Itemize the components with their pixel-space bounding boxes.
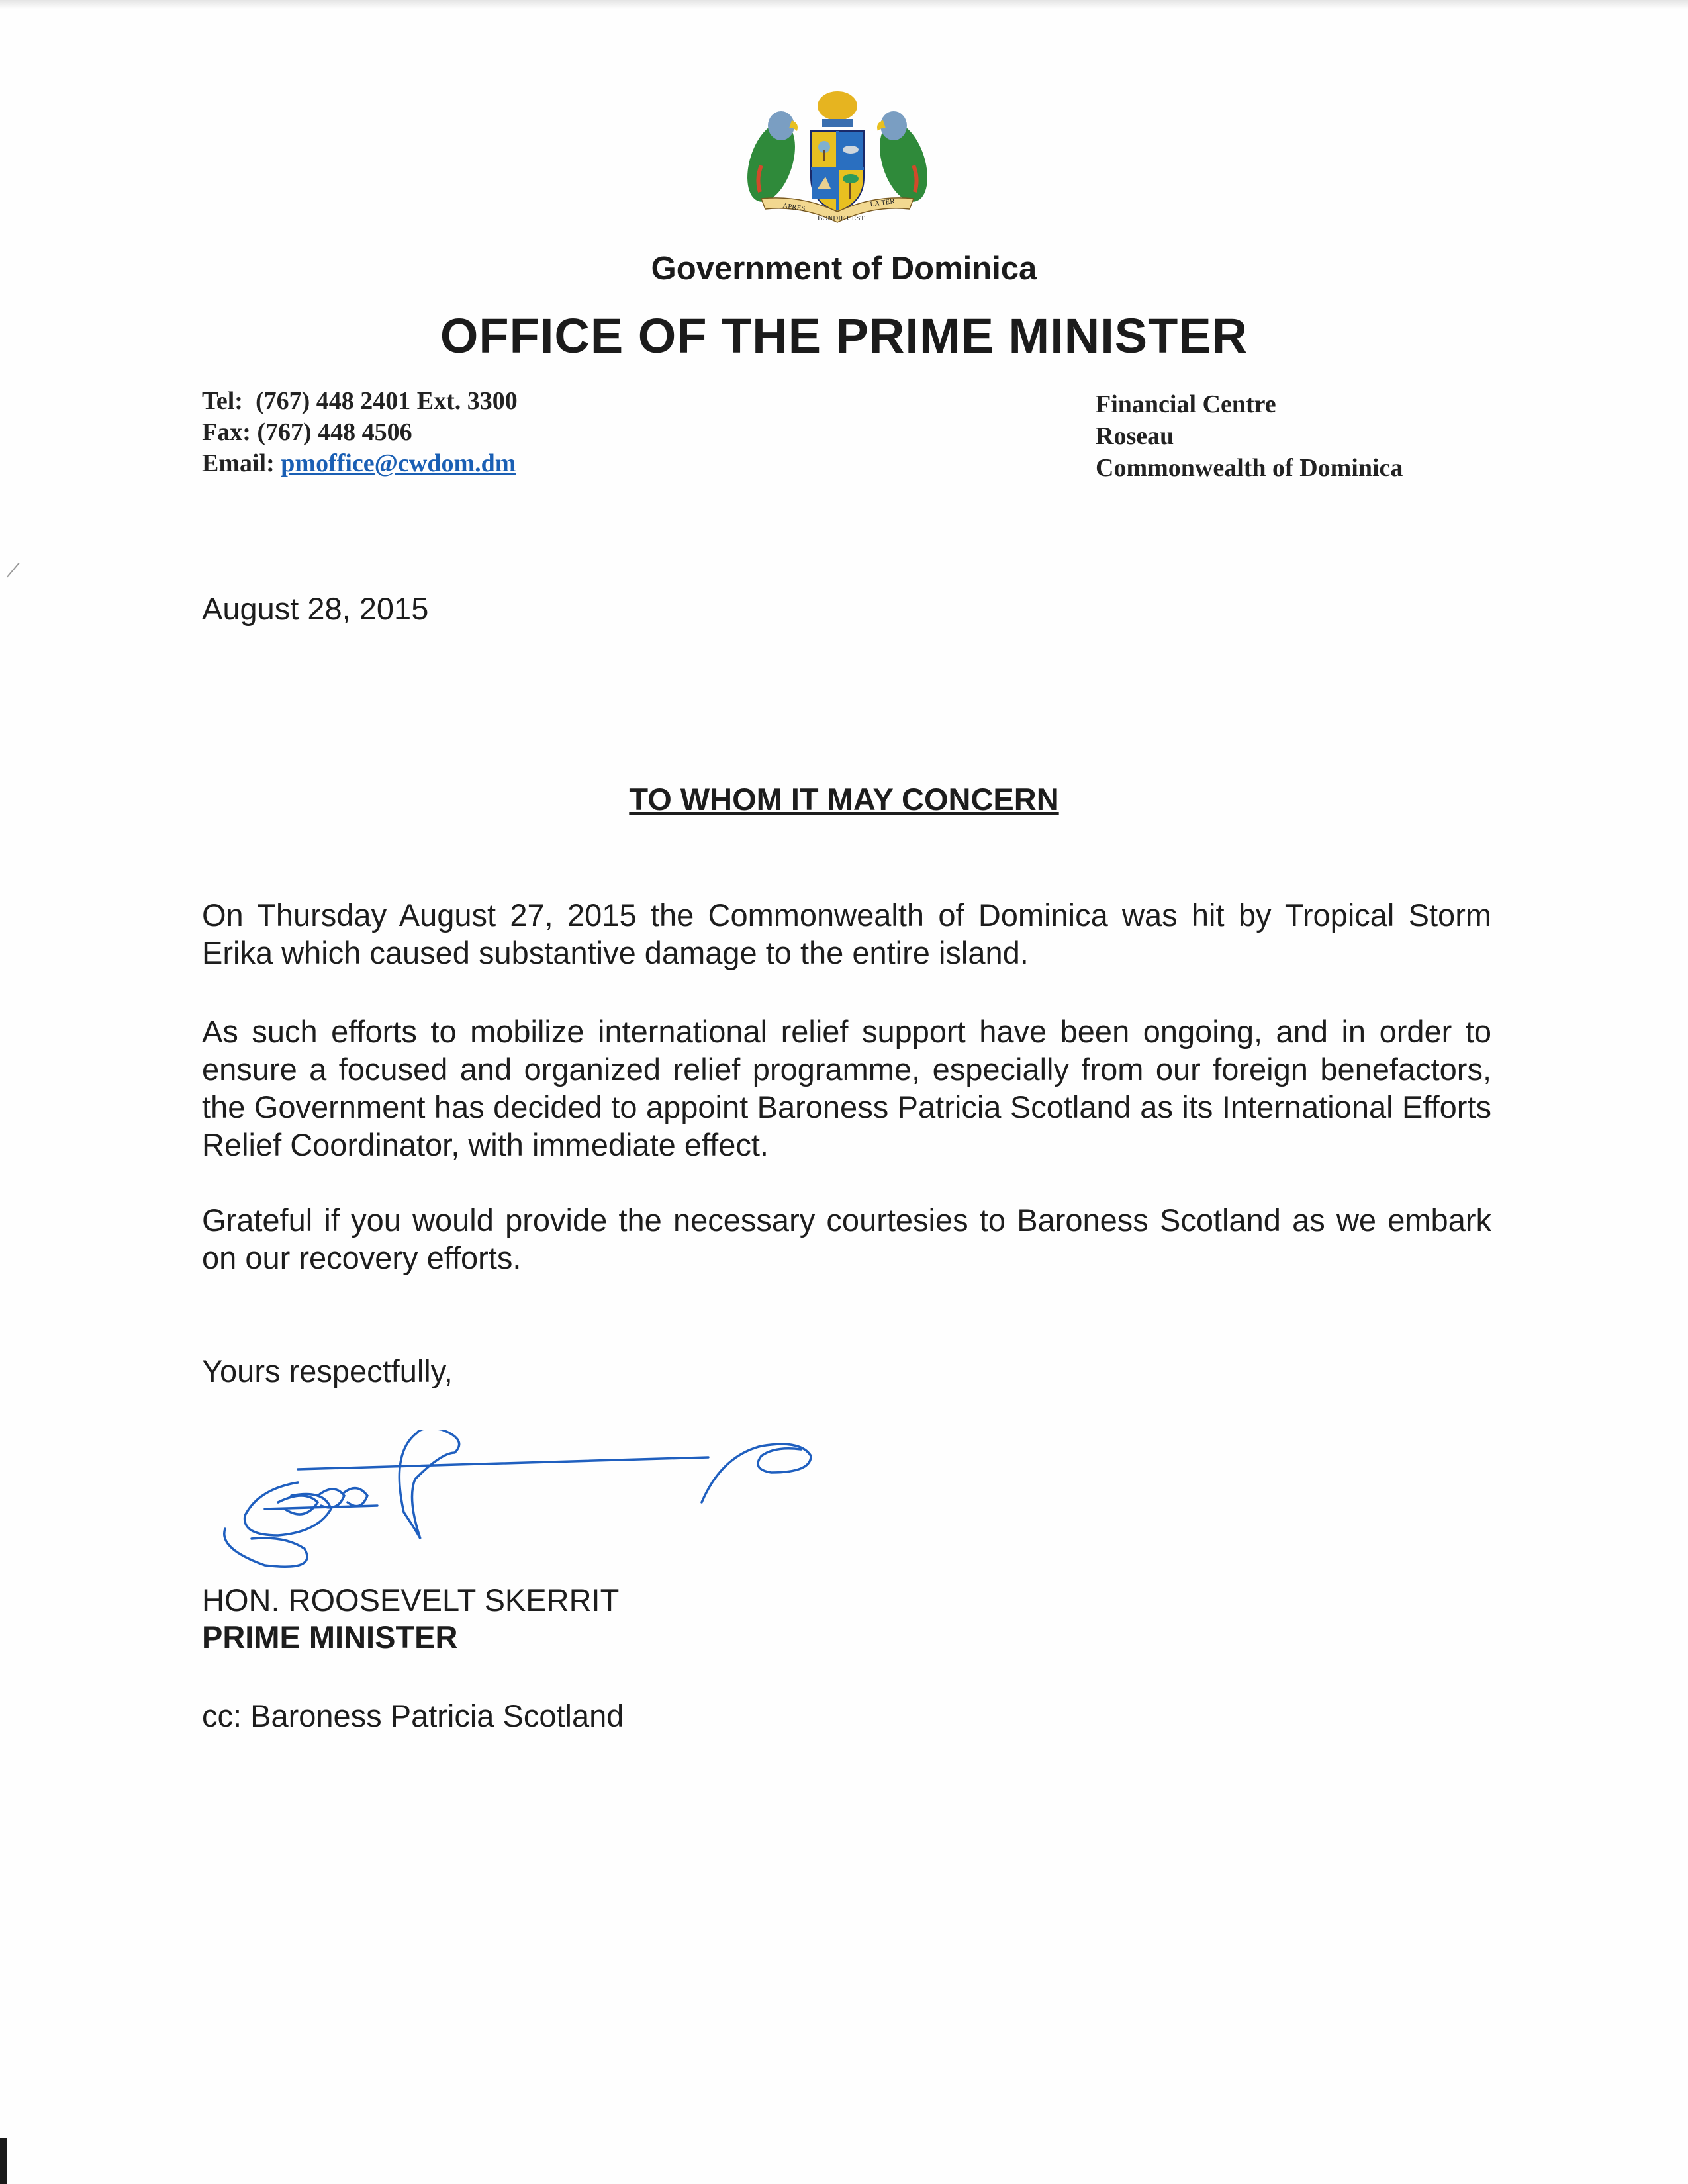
contact-block [202,386,518,479]
letter-date: August 28, 2015 [202,591,429,626]
email-line [202,448,518,479]
left-parrot [738,111,804,208]
address-line: Roseau [1096,422,1174,450]
tel-line [202,386,518,417]
coat-of-arms-icon [735,86,940,225]
closing: Yours respectfully, [202,1353,453,1388]
signer-name: HON. ROOSEVELT SKERRIT [202,1582,620,1617]
email-link[interactable]: pmoffice@cwdom.dm [281,449,516,477]
tel-value: (767) 448 2401 Ext. 3300 [255,387,518,415]
letter-subject: TO WHOM IT MAY CONCERN [629,782,1059,817]
scan-mark [7,563,20,578]
paragraph: As such efforts to mobilize international relief support have been ongoing, and in order to ensure a focused and organized relief programme, especially from our foreign benefactors, the Government has decided to appoint Baroness Patricia Scotland as its International Efforts Relief Coordinator, with immediate effect. [202,1014,1491,1162]
scan-edge-mark [0,2138,7,2184]
paragraph: Grateful if you would provide the necessary courtesies to Baroness Scotland as we embark on our recovery efforts. [202,1203,1491,1275]
svg-text:LA TER: LA TER [869,197,896,208]
svg-text:APRES: APRES [782,202,806,213]
lion-crest [818,91,857,127]
email-label: Email: [202,449,275,477]
shield [811,131,864,212]
fax-line [202,417,518,448]
paragraph: On Thursday August 27, 2015 the Commonwealth of Dominica was hit by Tropical Storm Erika which caused substantive damage to the entire island. [202,897,1491,970]
signer-title: PRIME MINISTER [202,1619,458,1655]
scan-edge [0,0,1688,9]
address-line: Commonwealth of Dominica [1096,454,1403,482]
fax-label: Fax: [202,418,251,446]
right-parrot [870,111,936,208]
government-name: Government of Dominica [651,251,1037,287]
address-line: Financial Centre [1096,390,1276,418]
address-block [1096,388,1403,484]
office-title: OFFICE OF THE PRIME MINISTER [440,308,1248,363]
signature [199,1430,887,1588]
svg-text:BONDIE CEST: BONDIE CEST [818,214,865,222]
fax-value: (767) 448 4506 [257,418,412,446]
cc-line: cc: Baroness Patricia Scotland [202,1698,624,1733]
tel-label: Tel: [202,387,243,415]
